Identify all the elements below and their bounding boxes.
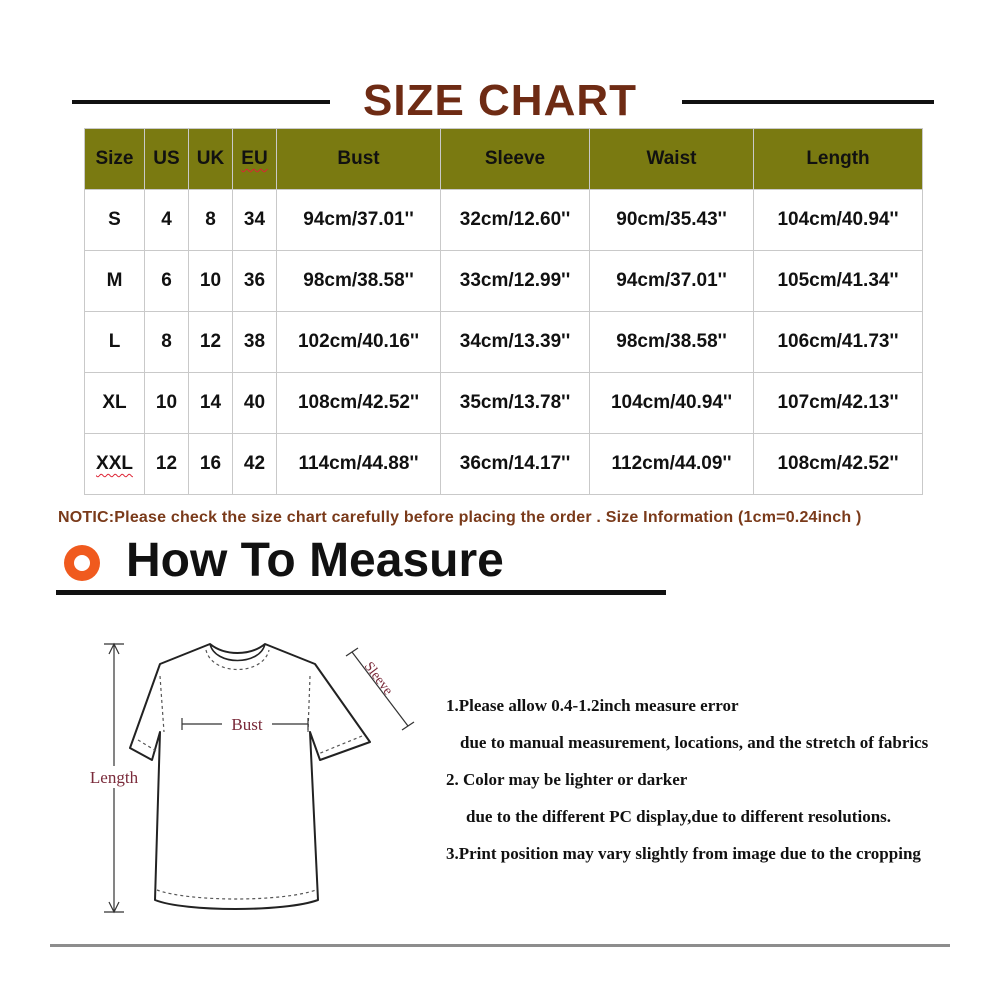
- notice-text: NOTIC:Please check the size chart carefully before placing the order . Size Information (1cm=0.24inch ): [58, 509, 862, 526]
- cell-uk: 10: [189, 251, 233, 312]
- length-label: Length: [89, 768, 139, 787]
- cell-size: L: [85, 312, 145, 373]
- bottom-divider: [50, 944, 950, 947]
- header-uk: UK: [189, 129, 233, 190]
- cell-sleeve: 35cm/13.78'': [441, 373, 590, 434]
- cell-us: 4: [145, 190, 189, 251]
- cell-bust: 98cm/38.58'': [277, 251, 441, 312]
- how-to-measure-underline: [56, 590, 666, 595]
- table-row: [85, 190, 923, 251]
- title-line-left: [72, 100, 330, 104]
- cell-waist: 94cm/37.01'': [590, 251, 754, 312]
- cell-bust: 114cm/44.88'': [277, 434, 441, 495]
- header-eu: [233, 129, 277, 190]
- cell-uk: 14: [189, 373, 233, 434]
- table-row: [85, 251, 923, 312]
- note-line: 2. Color may be lighter or darker: [446, 770, 688, 789]
- cell-eu: 36: [233, 251, 277, 312]
- header-waist: Waist: [590, 129, 754, 190]
- cell-waist: 98cm/38.58'': [590, 312, 754, 373]
- bust-label: Bust: [231, 715, 263, 734]
- bullet-circle-icon: [64, 545, 100, 581]
- tshirt-outline: [130, 644, 370, 909]
- note-line: due to the different PC display,due to different resolutions.: [466, 807, 892, 826]
- header-size: Size: [85, 129, 145, 190]
- cell-sleeve: 33cm/12.99'': [441, 251, 590, 312]
- cell-eu: 34: [233, 190, 277, 251]
- cell-sleeve: 36cm/14.17'': [441, 434, 590, 495]
- cell-eu: 42: [233, 434, 277, 495]
- table-row: [85, 434, 923, 495]
- size-table: [84, 128, 923, 495]
- header-length: Length: [754, 129, 923, 190]
- table-row: [85, 312, 923, 373]
- cell-sleeve: 32cm/12.60'': [441, 190, 590, 251]
- cell-us: 12: [145, 434, 189, 495]
- title-line-right: [682, 100, 934, 104]
- cell-length: 104cm/40.94'': [754, 190, 923, 251]
- cell-eu: 38: [233, 312, 277, 373]
- cell-size: [85, 434, 145, 495]
- cell-bust: 94cm/37.01'': [277, 190, 441, 251]
- note-line: 1.Please allow 0.4-1.2inch measure error: [446, 696, 739, 715]
- tshirt-diagram: [60, 620, 430, 930]
- cell-size: S: [85, 190, 145, 251]
- cell-size: M: [85, 251, 145, 312]
- cell-us: 8: [145, 312, 189, 373]
- cell-length: 106cm/41.73'': [754, 312, 923, 373]
- header-us: US: [145, 129, 189, 190]
- cell-eu: 40: [233, 373, 277, 434]
- cell-length: 108cm/42.52'': [754, 434, 923, 495]
- note-line: 3.Print position may vary slightly from image due to the cropping: [446, 844, 921, 863]
- cell-waist: 104cm/40.94'': [590, 373, 754, 434]
- cell-uk: 16: [189, 434, 233, 495]
- header-sleeve: Sleeve: [441, 129, 590, 190]
- cell-size-label: XXL: [96, 453, 133, 474]
- cell-waist: 90cm/35.43'': [590, 190, 754, 251]
- table-row: [85, 373, 923, 434]
- sleeve-label: Sleeve: [360, 659, 396, 699]
- cell-us: 6: [145, 251, 189, 312]
- cell-waist: 112cm/44.09'': [590, 434, 754, 495]
- cell-us: 10: [145, 373, 189, 434]
- cell-sleeve: 34cm/13.39'': [441, 312, 590, 373]
- cell-uk: 12: [189, 312, 233, 373]
- page-title: SIZE CHART: [363, 76, 637, 125]
- header-eu-label: EU: [241, 148, 268, 169]
- table-header-row: [85, 129, 923, 190]
- cell-bust: 102cm/40.16'': [277, 312, 441, 373]
- how-to-measure-title: How To Measure: [126, 534, 504, 587]
- header-bust: Bust: [277, 129, 441, 190]
- cell-uk: 8: [189, 190, 233, 251]
- note-line: due to manual measurement, locations, and the stretch of fabrics: [460, 733, 929, 752]
- cell-length: 105cm/41.34'': [754, 251, 923, 312]
- cell-size: XL: [85, 373, 145, 434]
- cell-length: 107cm/42.13'': [754, 373, 923, 434]
- cell-bust: 108cm/42.52'': [277, 373, 441, 434]
